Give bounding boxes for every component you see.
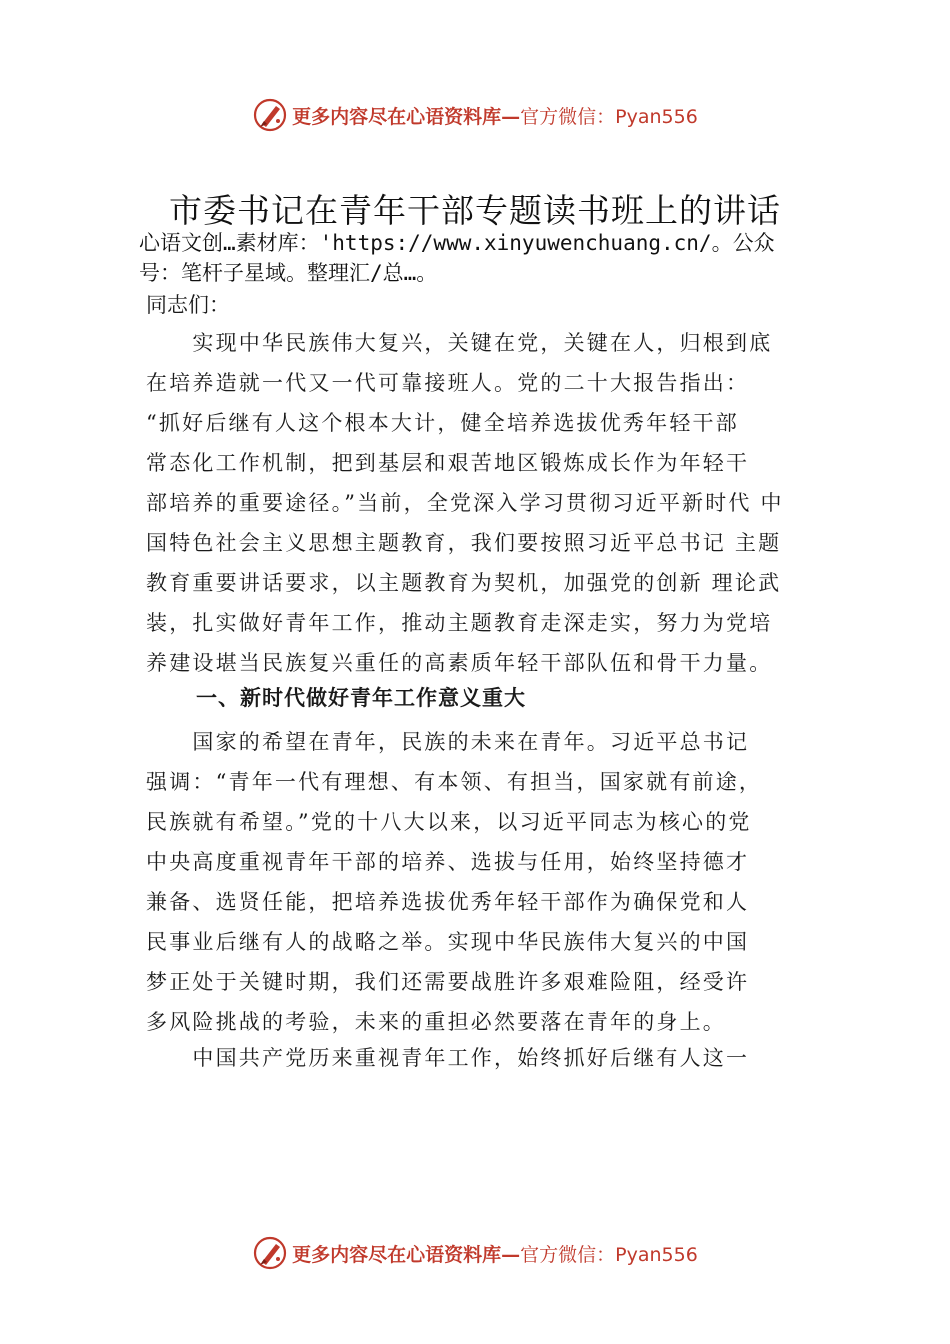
text-line: 国家的希望在青年，民族的未来在青年。习近平总书记 [146,730,750,754]
text-line: 国特色社会主义思想主题教育，我们要按照习近平总书记 主题 [146,531,782,555]
banner-slogan: 更多内容尽在心语资料库— [292,105,521,128]
banner-content [252,97,698,133]
paragraph-1 [146,323,846,683]
banner-content [252,1235,698,1271]
salutation: 同志们： [146,293,230,317]
text-line: 民事业后继有人的战略之举。实现中华民族伟大复兴的中国 [146,930,750,954]
banner-wechat: 官方微信：Pyan556 [520,1243,698,1266]
banner-slogan: 更多内容尽在心语资料库— [292,1243,521,1266]
text-line: 中国共产党历来重视青年工作，始终抓好后继有人这一 [146,1046,750,1070]
pen-nib-seal-icon [252,97,288,133]
document-title: 市委书记在青年干部专题读书班上的讲话 [169,191,781,230]
section-heading-1: 一、新时代做好青年工作意义重大 [196,686,526,710]
text-line: 强调：“青年一代有理想、有本领、有担当，国家就有前途， [146,770,763,794]
text-line: 民族就有希望。”党的十八大以来，以习近平同志为核心的党 [146,810,752,834]
text-line: 教育重要讲话要求，以主题教育为契机，加强党的创新 理论武 [146,571,782,595]
pen-nib-seal-icon [252,1235,288,1271]
header-banner [0,95,950,135]
banner-wechat: 官方微信：Pyan556 [520,105,698,128]
text-line: 装，扎实做好青年工作，推动主题教育走深走实，努力为党培 [146,611,773,635]
paragraph-2 [146,722,846,1042]
source-line-2: 号：笔杆子星域。整理汇/总…。 [139,261,438,285]
text-line: 梦正处于关键时期，我们还需要战胜许多艰难险阻，经受许 [146,970,750,994]
text-line: 多风险挑战的考验，未来的重担必然要落在青年的身上。 [146,1010,726,1034]
text-line: 兼备、选贤任能，把培养选拔优秀年轻干部作为确保党和人 [146,890,750,914]
paragraph-3 [146,1038,846,1078]
text-line: 实现中华民族伟大复兴，关键在党，关键在人，归根到底 [146,331,773,355]
text-line: “抓好后继有人这个根本大计，健全培养选拔优秀年轻干部 [146,411,739,435]
text-line: 养建设堪当民族复兴重任的高素质年轻干部队伍和骨干力量。 [146,651,773,675]
text-line: 常态化工作机制，把到基层和艰苦地区锻炼成长作为年轻干 [146,451,750,475]
source-line-1: 心语文创…素材库：'https://www.xinyuwenchuang.cn/。公众 [139,231,775,255]
text-line: 在培养造就一代又一代可靠接班人。党的二十大报告指出： [146,371,750,395]
text-line: 部培养的重要途径。”当前，全党深入学习贯彻习近平新时代 中 [146,491,784,515]
footer-banner [0,1233,950,1273]
text-line: 中央高度重视青年干部的培养、选拔与任用，始终坚持德才 [146,850,750,874]
